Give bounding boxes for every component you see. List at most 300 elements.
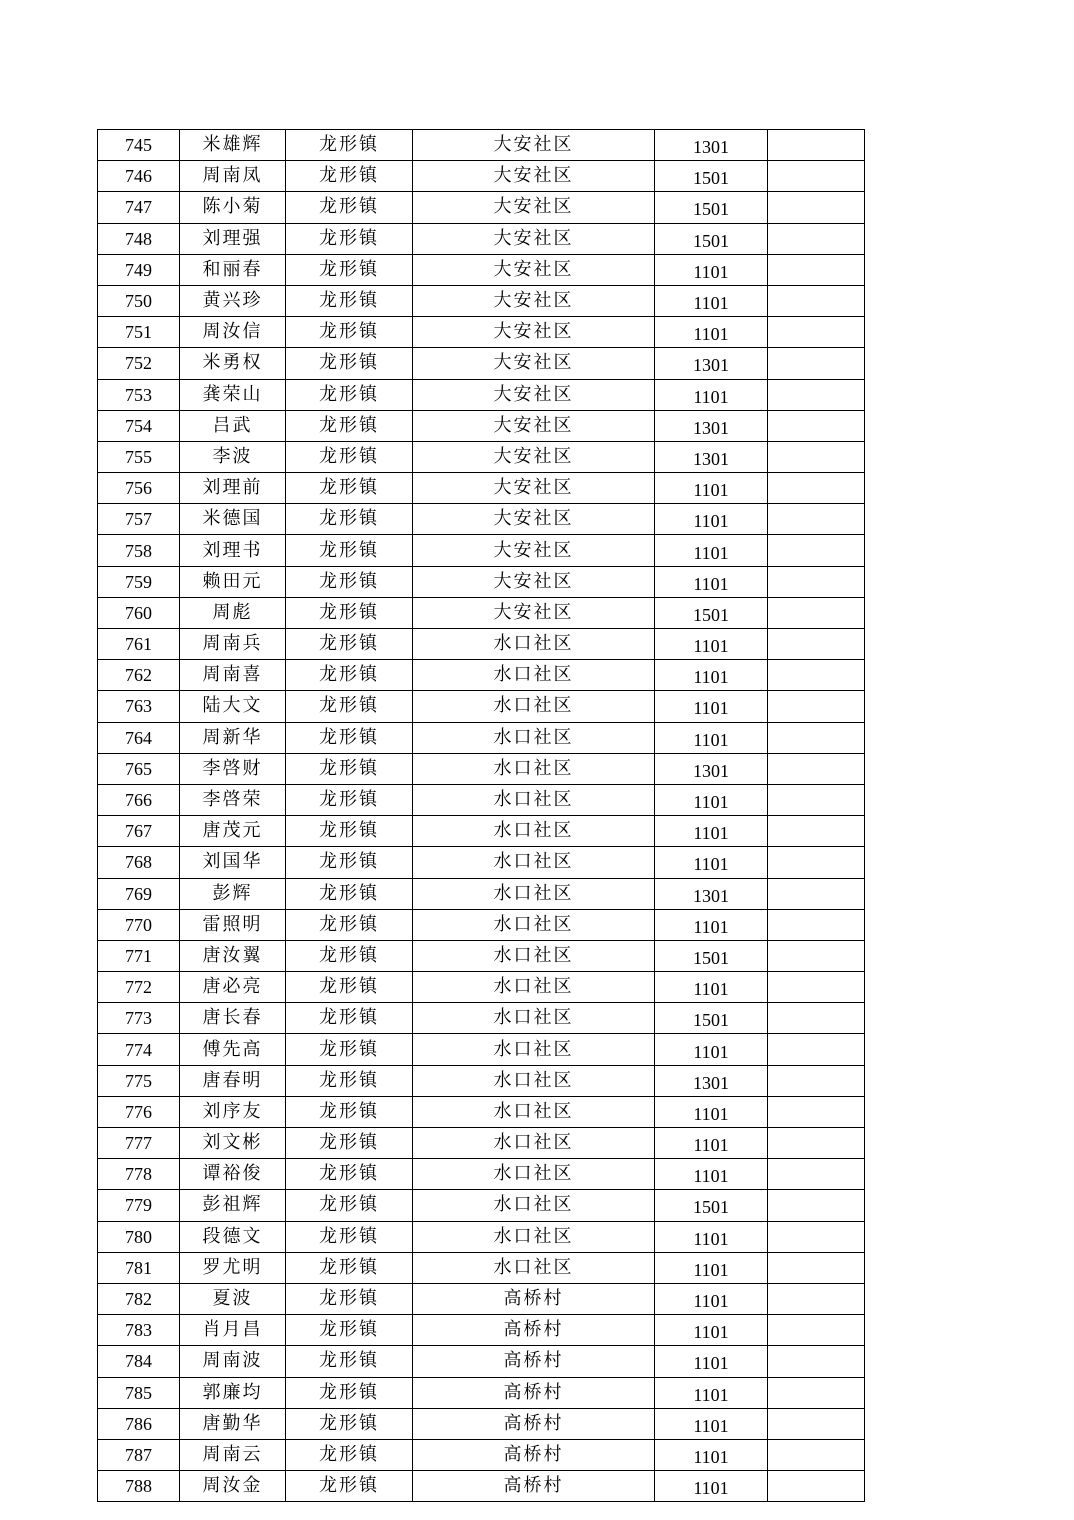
town-cell: 龙形镇 xyxy=(286,972,413,1003)
town-cell: 龙形镇 xyxy=(286,1096,413,1127)
code-cell: 1501 xyxy=(655,597,768,628)
row-number-cell: 775 xyxy=(98,1065,180,1096)
table-row xyxy=(98,691,865,722)
village-cell: 水口社区 xyxy=(413,1096,655,1127)
note-cell xyxy=(768,1128,865,1159)
row-number-cell: 764 xyxy=(98,722,180,753)
town-cell: 龙形镇 xyxy=(286,1377,413,1408)
town-cell: 龙形镇 xyxy=(286,1252,413,1283)
note-cell xyxy=(768,130,865,161)
village-cell: 水口社区 xyxy=(413,972,655,1003)
row-number-cell: 745 xyxy=(98,130,180,161)
table-row xyxy=(98,1439,865,1470)
row-number-cell: 779 xyxy=(98,1190,180,1221)
row-number-cell: 767 xyxy=(98,816,180,847)
row-number-cell: 749 xyxy=(98,254,180,285)
code-cell: 1101 xyxy=(655,1408,768,1439)
note-cell xyxy=(768,1346,865,1377)
village-cell: 大安社区 xyxy=(413,504,655,535)
table-row xyxy=(98,161,865,192)
town-cell: 龙形镇 xyxy=(286,285,413,316)
table-row xyxy=(98,285,865,316)
person-name-cell: 刘理强 xyxy=(180,223,286,254)
row-number-cell: 760 xyxy=(98,597,180,628)
row-number-cell: 748 xyxy=(98,223,180,254)
note-cell xyxy=(768,441,865,472)
village-cell: 水口社区 xyxy=(413,1034,655,1065)
person-name-cell: 陆大文 xyxy=(180,691,286,722)
person-name-cell: 雷照明 xyxy=(180,909,286,940)
person-name-cell: 谭裕俊 xyxy=(180,1159,286,1190)
row-number-cell: 780 xyxy=(98,1221,180,1252)
person-name-cell: 黄兴珍 xyxy=(180,285,286,316)
row-number-cell: 785 xyxy=(98,1377,180,1408)
person-name-cell: 刘序友 xyxy=(180,1096,286,1127)
code-cell: 1101 xyxy=(655,1128,768,1159)
note-cell xyxy=(768,1315,865,1346)
person-name-cell: 彭祖辉 xyxy=(180,1190,286,1221)
row-number-cell: 778 xyxy=(98,1159,180,1190)
row-number-cell: 787 xyxy=(98,1439,180,1470)
town-cell: 龙形镇 xyxy=(286,1221,413,1252)
table-row xyxy=(98,629,865,660)
code-cell: 1101 xyxy=(655,535,768,566)
note-cell xyxy=(768,1221,865,1252)
code-cell: 1301 xyxy=(655,130,768,161)
town-cell: 龙形镇 xyxy=(286,254,413,285)
village-cell: 水口社区 xyxy=(413,629,655,660)
code-cell: 1101 xyxy=(655,972,768,1003)
note-cell xyxy=(768,1283,865,1314)
note-cell xyxy=(768,722,865,753)
note-cell xyxy=(768,816,865,847)
note-cell xyxy=(768,629,865,660)
row-number-cell: 777 xyxy=(98,1128,180,1159)
town-cell: 龙形镇 xyxy=(286,878,413,909)
person-name-cell: 唐勤华 xyxy=(180,1408,286,1439)
code-cell: 1101 xyxy=(655,1315,768,1346)
row-number-cell: 788 xyxy=(98,1471,180,1502)
code-cell: 1101 xyxy=(655,909,768,940)
table-row xyxy=(98,441,865,472)
row-number-cell: 772 xyxy=(98,972,180,1003)
row-number-cell: 776 xyxy=(98,1096,180,1127)
village-cell: 水口社区 xyxy=(413,753,655,784)
code-cell: 1101 xyxy=(655,722,768,753)
person-name-cell: 周彪 xyxy=(180,597,286,628)
code-cell: 1101 xyxy=(655,1439,768,1470)
village-cell: 大安社区 xyxy=(413,285,655,316)
person-name-cell: 米勇权 xyxy=(180,348,286,379)
table-row xyxy=(98,1283,865,1314)
person-name-cell: 赖田元 xyxy=(180,566,286,597)
village-cell: 大安社区 xyxy=(413,597,655,628)
row-number-cell: 754 xyxy=(98,410,180,441)
note-cell xyxy=(768,1377,865,1408)
town-cell: 龙形镇 xyxy=(286,473,413,504)
table-row xyxy=(98,1221,865,1252)
person-name-cell: 唐长春 xyxy=(180,1003,286,1034)
note-cell xyxy=(768,1471,865,1502)
town-cell: 龙形镇 xyxy=(286,410,413,441)
note-cell xyxy=(768,254,865,285)
table-row xyxy=(98,722,865,753)
table-row xyxy=(98,816,865,847)
code-cell: 1101 xyxy=(655,1221,768,1252)
note-cell xyxy=(768,317,865,348)
note-cell xyxy=(768,1065,865,1096)
table-row xyxy=(98,566,865,597)
note-cell xyxy=(768,1096,865,1127)
person-name-cell: 米德国 xyxy=(180,504,286,535)
village-cell: 大安社区 xyxy=(413,348,655,379)
person-name-cell: 周南兵 xyxy=(180,629,286,660)
person-name-cell: 周新华 xyxy=(180,722,286,753)
code-cell: 1301 xyxy=(655,1065,768,1096)
row-number-cell: 771 xyxy=(98,940,180,971)
table-row xyxy=(98,410,865,441)
town-cell: 龙形镇 xyxy=(286,1128,413,1159)
table-row xyxy=(98,909,865,940)
note-cell xyxy=(768,410,865,441)
row-number-cell: 759 xyxy=(98,566,180,597)
note-cell xyxy=(768,1252,865,1283)
row-number-cell: 755 xyxy=(98,441,180,472)
row-number-cell: 765 xyxy=(98,753,180,784)
table-row xyxy=(98,1065,865,1096)
note-cell xyxy=(768,1159,865,1190)
person-name-cell: 李啓财 xyxy=(180,753,286,784)
town-cell: 龙形镇 xyxy=(286,784,413,815)
village-cell: 高桥村 xyxy=(413,1408,655,1439)
village-cell: 高桥村 xyxy=(413,1315,655,1346)
table-row xyxy=(98,504,865,535)
town-cell: 龙形镇 xyxy=(286,535,413,566)
town-cell: 龙形镇 xyxy=(286,1439,413,1470)
village-cell: 水口社区 xyxy=(413,816,655,847)
town-cell: 龙形镇 xyxy=(286,597,413,628)
town-cell: 龙形镇 xyxy=(286,317,413,348)
note-cell xyxy=(768,473,865,504)
note-cell xyxy=(768,223,865,254)
village-cell: 高桥村 xyxy=(413,1283,655,1314)
note-cell xyxy=(768,379,865,410)
table-row xyxy=(98,1003,865,1034)
town-cell: 龙形镇 xyxy=(286,379,413,410)
note-cell xyxy=(768,348,865,379)
table-row xyxy=(98,535,865,566)
person-name-cell: 唐汝翼 xyxy=(180,940,286,971)
code-cell: 1101 xyxy=(655,629,768,660)
row-number-cell: 761 xyxy=(98,629,180,660)
table-row xyxy=(98,1315,865,1346)
person-name-cell: 郭廉均 xyxy=(180,1377,286,1408)
person-name-cell: 刘理书 xyxy=(180,535,286,566)
row-number-cell: 751 xyxy=(98,317,180,348)
note-cell xyxy=(768,940,865,971)
row-number-cell: 782 xyxy=(98,1283,180,1314)
row-number-cell: 753 xyxy=(98,379,180,410)
code-cell: 1101 xyxy=(655,1034,768,1065)
town-cell: 龙形镇 xyxy=(286,660,413,691)
code-cell: 1501 xyxy=(655,940,768,971)
row-number-cell: 757 xyxy=(98,504,180,535)
row-number-cell: 773 xyxy=(98,1003,180,1034)
row-number-cell: 768 xyxy=(98,847,180,878)
town-cell: 龙形镇 xyxy=(286,1346,413,1377)
code-cell: 1101 xyxy=(655,379,768,410)
code-cell: 1301 xyxy=(655,410,768,441)
town-cell: 龙形镇 xyxy=(286,504,413,535)
village-cell: 高桥村 xyxy=(413,1377,655,1408)
village-cell: 水口社区 xyxy=(413,1065,655,1096)
table-row xyxy=(98,660,865,691)
village-cell: 大安社区 xyxy=(413,379,655,410)
note-cell xyxy=(768,909,865,940)
person-name-cell: 周南波 xyxy=(180,1346,286,1377)
town-cell: 龙形镇 xyxy=(286,161,413,192)
person-name-cell: 刘国华 xyxy=(180,847,286,878)
person-name-cell: 周南凤 xyxy=(180,161,286,192)
table-row xyxy=(98,1128,865,1159)
village-cell: 大安社区 xyxy=(413,473,655,504)
code-cell: 1101 xyxy=(655,317,768,348)
row-number-cell: 762 xyxy=(98,660,180,691)
town-cell: 龙形镇 xyxy=(286,816,413,847)
village-cell: 水口社区 xyxy=(413,784,655,815)
table-row xyxy=(98,1408,865,1439)
person-name-cell: 周汝信 xyxy=(180,317,286,348)
town-cell: 龙形镇 xyxy=(286,1065,413,1096)
town-cell: 龙形镇 xyxy=(286,909,413,940)
code-cell: 1301 xyxy=(655,348,768,379)
code-cell: 1101 xyxy=(655,1346,768,1377)
village-cell: 水口社区 xyxy=(413,1003,655,1034)
code-cell: 1101 xyxy=(655,1471,768,1502)
village-cell: 高桥村 xyxy=(413,1346,655,1377)
village-cell: 大安社区 xyxy=(413,317,655,348)
person-name-cell: 陈小菊 xyxy=(180,192,286,223)
person-name-cell: 李波 xyxy=(180,441,286,472)
table-row xyxy=(98,1252,865,1283)
row-number-cell: 747 xyxy=(98,192,180,223)
code-cell: 1501 xyxy=(655,1003,768,1034)
village-cell: 大安社区 xyxy=(413,441,655,472)
code-cell: 1101 xyxy=(655,1283,768,1314)
person-name-cell: 刘文彬 xyxy=(180,1128,286,1159)
row-number-cell: 752 xyxy=(98,348,180,379)
town-cell: 龙形镇 xyxy=(286,753,413,784)
row-number-cell: 781 xyxy=(98,1252,180,1283)
person-name-cell: 唐茂元 xyxy=(180,816,286,847)
person-name-cell: 段德文 xyxy=(180,1221,286,1252)
table-row xyxy=(98,473,865,504)
table-row xyxy=(98,254,865,285)
village-cell: 大安社区 xyxy=(413,161,655,192)
row-number-cell: 756 xyxy=(98,473,180,504)
data-table xyxy=(97,129,865,1502)
village-cell: 高桥村 xyxy=(413,1471,655,1502)
note-cell xyxy=(768,691,865,722)
person-name-cell: 周南云 xyxy=(180,1439,286,1470)
code-cell: 1501 xyxy=(655,161,768,192)
table-row xyxy=(98,379,865,410)
code-cell: 1101 xyxy=(655,816,768,847)
table-row xyxy=(98,1190,865,1221)
row-number-cell: 763 xyxy=(98,691,180,722)
town-cell: 龙形镇 xyxy=(286,691,413,722)
table-row xyxy=(98,130,865,161)
row-number-cell: 784 xyxy=(98,1346,180,1377)
town-cell: 龙形镇 xyxy=(286,847,413,878)
code-cell: 1101 xyxy=(655,285,768,316)
row-number-cell: 758 xyxy=(98,535,180,566)
person-name-cell: 唐春明 xyxy=(180,1065,286,1096)
table-row xyxy=(98,192,865,223)
village-cell: 水口社区 xyxy=(413,847,655,878)
table-row xyxy=(98,1096,865,1127)
code-cell: 1101 xyxy=(655,1159,768,1190)
table-row xyxy=(98,317,865,348)
village-cell: 水口社区 xyxy=(413,940,655,971)
code-cell: 1101 xyxy=(655,473,768,504)
note-cell xyxy=(768,597,865,628)
village-cell: 水口社区 xyxy=(413,1128,655,1159)
code-cell: 1501 xyxy=(655,192,768,223)
village-cell: 水口社区 xyxy=(413,1159,655,1190)
town-cell: 龙形镇 xyxy=(286,629,413,660)
code-cell: 1101 xyxy=(655,1096,768,1127)
person-name-cell: 米雄辉 xyxy=(180,130,286,161)
person-name-cell: 龚荣山 xyxy=(180,379,286,410)
note-cell xyxy=(768,972,865,1003)
code-cell: 1101 xyxy=(655,254,768,285)
village-cell: 水口社区 xyxy=(413,691,655,722)
town-cell: 龙形镇 xyxy=(286,130,413,161)
note-cell xyxy=(768,878,865,909)
village-cell: 水口社区 xyxy=(413,722,655,753)
town-cell: 龙形镇 xyxy=(286,1159,413,1190)
table-row xyxy=(98,1034,865,1065)
note-cell xyxy=(768,192,865,223)
village-cell: 水口社区 xyxy=(413,1221,655,1252)
person-name-cell: 周南喜 xyxy=(180,660,286,691)
person-name-cell: 刘理前 xyxy=(180,473,286,504)
code-cell: 1101 xyxy=(655,1252,768,1283)
village-cell: 水口社区 xyxy=(413,1190,655,1221)
town-cell: 龙形镇 xyxy=(286,1315,413,1346)
code-cell: 1101 xyxy=(655,504,768,535)
town-cell: 龙形镇 xyxy=(286,566,413,597)
town-cell: 龙形镇 xyxy=(286,1034,413,1065)
table-row xyxy=(98,972,865,1003)
person-name-cell: 李啓荣 xyxy=(180,784,286,815)
town-cell: 龙形镇 xyxy=(286,1283,413,1314)
table-row xyxy=(98,223,865,254)
code-cell: 1501 xyxy=(655,223,768,254)
town-cell: 龙形镇 xyxy=(286,1471,413,1502)
code-cell: 1101 xyxy=(655,784,768,815)
person-name-cell: 傅先高 xyxy=(180,1034,286,1065)
note-cell xyxy=(768,566,865,597)
person-name-cell: 吕武 xyxy=(180,410,286,441)
note-cell xyxy=(768,1190,865,1221)
row-number-cell: 746 xyxy=(98,161,180,192)
note-cell xyxy=(768,784,865,815)
code-cell: 1101 xyxy=(655,1377,768,1408)
note-cell xyxy=(768,535,865,566)
town-cell: 龙形镇 xyxy=(286,223,413,254)
row-number-cell: 750 xyxy=(98,285,180,316)
note-cell xyxy=(768,161,865,192)
note-cell xyxy=(768,660,865,691)
village-cell: 大安社区 xyxy=(413,535,655,566)
table-row xyxy=(98,1159,865,1190)
town-cell: 龙形镇 xyxy=(286,441,413,472)
code-cell: 1301 xyxy=(655,441,768,472)
code-cell: 1501 xyxy=(655,1190,768,1221)
town-cell: 龙形镇 xyxy=(286,1003,413,1034)
table-row xyxy=(98,784,865,815)
code-cell: 1301 xyxy=(655,753,768,784)
town-cell: 龙形镇 xyxy=(286,348,413,379)
table-body xyxy=(98,130,865,1502)
table-row xyxy=(98,940,865,971)
person-name-cell: 周汝金 xyxy=(180,1471,286,1502)
table-row xyxy=(98,753,865,784)
village-cell: 大安社区 xyxy=(413,410,655,441)
village-cell: 水口社区 xyxy=(413,878,655,909)
person-name-cell: 彭辉 xyxy=(180,878,286,909)
village-cell: 水口社区 xyxy=(413,909,655,940)
note-cell xyxy=(768,1003,865,1034)
table-row xyxy=(98,847,865,878)
village-cell: 大安社区 xyxy=(413,254,655,285)
code-cell: 1101 xyxy=(655,691,768,722)
code-cell: 1301 xyxy=(655,878,768,909)
note-cell xyxy=(768,847,865,878)
note-cell xyxy=(768,753,865,784)
code-cell: 1101 xyxy=(655,847,768,878)
code-cell: 1101 xyxy=(655,566,768,597)
table-row xyxy=(98,597,865,628)
village-cell: 大安社区 xyxy=(413,130,655,161)
table-row xyxy=(98,878,865,909)
person-name-cell: 唐必亮 xyxy=(180,972,286,1003)
row-number-cell: 770 xyxy=(98,909,180,940)
table-row xyxy=(98,1346,865,1377)
row-number-cell: 769 xyxy=(98,878,180,909)
code-cell: 1101 xyxy=(655,660,768,691)
town-cell: 龙形镇 xyxy=(286,722,413,753)
person-name-cell: 和丽春 xyxy=(180,254,286,285)
village-cell: 大安社区 xyxy=(413,223,655,254)
note-cell xyxy=(768,285,865,316)
town-cell: 龙形镇 xyxy=(286,940,413,971)
town-cell: 龙形镇 xyxy=(286,1408,413,1439)
note-cell xyxy=(768,1034,865,1065)
village-cell: 大安社区 xyxy=(413,192,655,223)
row-number-cell: 774 xyxy=(98,1034,180,1065)
person-name-cell: 罗尤明 xyxy=(180,1252,286,1283)
table-row xyxy=(98,1377,865,1408)
note-cell xyxy=(768,1408,865,1439)
person-name-cell: 夏波 xyxy=(180,1283,286,1314)
village-cell: 水口社区 xyxy=(413,660,655,691)
row-number-cell: 766 xyxy=(98,784,180,815)
town-cell: 龙形镇 xyxy=(286,192,413,223)
village-cell: 水口社区 xyxy=(413,1252,655,1283)
